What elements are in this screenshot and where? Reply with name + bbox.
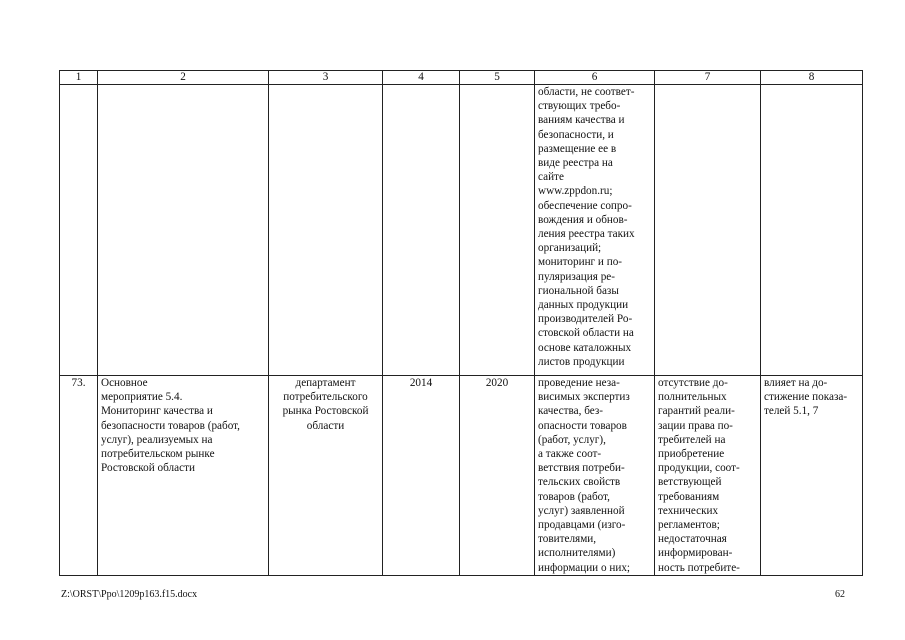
text-line: полнительных [658, 391, 727, 404]
text-line: влияет на до- [764, 377, 828, 389]
text-line: требованиям [658, 490, 720, 503]
text-line: качества, без- [538, 405, 603, 418]
text-line: услуг) заявленной [538, 504, 625, 517]
text-line: организаций; [538, 242, 602, 255]
cell [60, 85, 98, 376]
executor [269, 376, 383, 576]
measure-name [98, 376, 269, 576]
text-line: ваниям качества и [538, 114, 625, 127]
text-line: вождения и обнов- [538, 213, 628, 226]
header-cell: 1 [60, 71, 98, 85]
text-line: недостаточная [658, 533, 727, 546]
table-row-73 [60, 376, 863, 576]
text-line: пуляризация ре- [538, 270, 615, 283]
text-line: Основное [101, 377, 148, 389]
header-cell: 7 [655, 71, 761, 85]
end-year: 2020 [460, 376, 535, 576]
text-line: виде реестра на [538, 157, 613, 170]
header-cell: 2 [98, 71, 269, 85]
text-line: потребительском рынке [101, 448, 215, 461]
text-line: безопасности товаров (работ, [101, 419, 240, 432]
text-line: исполнителями) [538, 547, 616, 560]
text-line: размещение ее в [538, 142, 617, 155]
text-line: данных продукции [538, 299, 629, 312]
text-line: Мониторинг качества и [101, 405, 213, 418]
text-line: обеспечение сопро- [538, 199, 632, 212]
text-line: а также соот- [538, 448, 602, 461]
text-line: технических [658, 504, 719, 517]
text-line: ствующих требо- [538, 100, 621, 113]
text-line: требителей на [658, 433, 726, 446]
text-line: потребительского [283, 391, 368, 404]
start-year: 2014 [383, 376, 460, 576]
text-line: департамент [295, 377, 356, 389]
text-line: товителями, [538, 533, 597, 546]
cell [98, 85, 269, 376]
header-cell: 8 [761, 71, 863, 85]
text-line: www.zppdon.ru; [538, 185, 613, 198]
cell [460, 85, 535, 376]
text-line: тельских свойств [538, 476, 621, 489]
text-line: гарантий реали- [658, 405, 735, 418]
text-line: висимых экспертиз [538, 391, 630, 404]
continuation-row [60, 85, 863, 376]
row-number: 73. [60, 376, 98, 576]
text-line: информации о них; [538, 561, 631, 574]
text-line: зации права по- [658, 419, 733, 432]
text-line: производителей Ро- [538, 313, 633, 326]
expected-result [535, 376, 655, 576]
header-cell: 4 [383, 71, 460, 85]
cell [761, 85, 863, 376]
text-line: ность потребите- [658, 561, 740, 574]
text-line: основе каталожных [538, 341, 632, 354]
text-line: товаров (работ, [538, 490, 610, 503]
text-line: безопасности, и [538, 128, 614, 141]
indicator-link [761, 376, 863, 576]
text-line: ветствующей [658, 476, 722, 489]
text-line: Ростовской области [101, 462, 195, 475]
text-line: области [306, 419, 345, 432]
cell [655, 85, 761, 376]
text-line: проведение неза- [538, 377, 620, 389]
header-cell: 6 [535, 71, 655, 85]
text-line: ления реестра таких [538, 228, 635, 241]
text-line: опасности товаров [538, 419, 627, 432]
header-cell: 5 [460, 71, 535, 85]
text-line: ветствия потреби- [538, 462, 625, 475]
continuation-col6 [535, 85, 655, 376]
text-line: продукции, соот- [658, 462, 740, 475]
page-number: 62 [835, 589, 845, 600]
header-row [60, 71, 863, 85]
text-line: отсутствие до- [658, 377, 728, 389]
text-line: листов продукции [538, 355, 625, 368]
cell [383, 85, 460, 376]
program-table [59, 70, 863, 576]
file-path: Z:\ORST\Ppo\1209p163.f15.docx [61, 589, 198, 600]
text-line: информирован- [658, 547, 733, 560]
text-line: продавцами (изго- [538, 519, 626, 532]
text-line: регламентов; [658, 519, 720, 532]
text-line: сайте [538, 171, 564, 184]
text-line: услуг), реализуемых на [101, 433, 213, 446]
text-line: области, не соответ- [538, 86, 635, 98]
consequences [655, 376, 761, 576]
text-line: стижение показа- [764, 391, 848, 404]
text-line: (работ, услуг), [538, 433, 606, 446]
text-line: гиональной базы [538, 284, 619, 297]
text-line: мониторинг и по- [538, 256, 623, 269]
text-line: стовской области на [538, 327, 634, 340]
text-line: мероприятие 5.4. [101, 391, 183, 404]
text-line: телей 5.1, 7 [764, 405, 819, 418]
header-cell: 3 [269, 71, 383, 85]
cell [269, 85, 383, 376]
text-line: рынка Ростовской [282, 405, 369, 418]
text-line: приобретение [658, 448, 725, 461]
